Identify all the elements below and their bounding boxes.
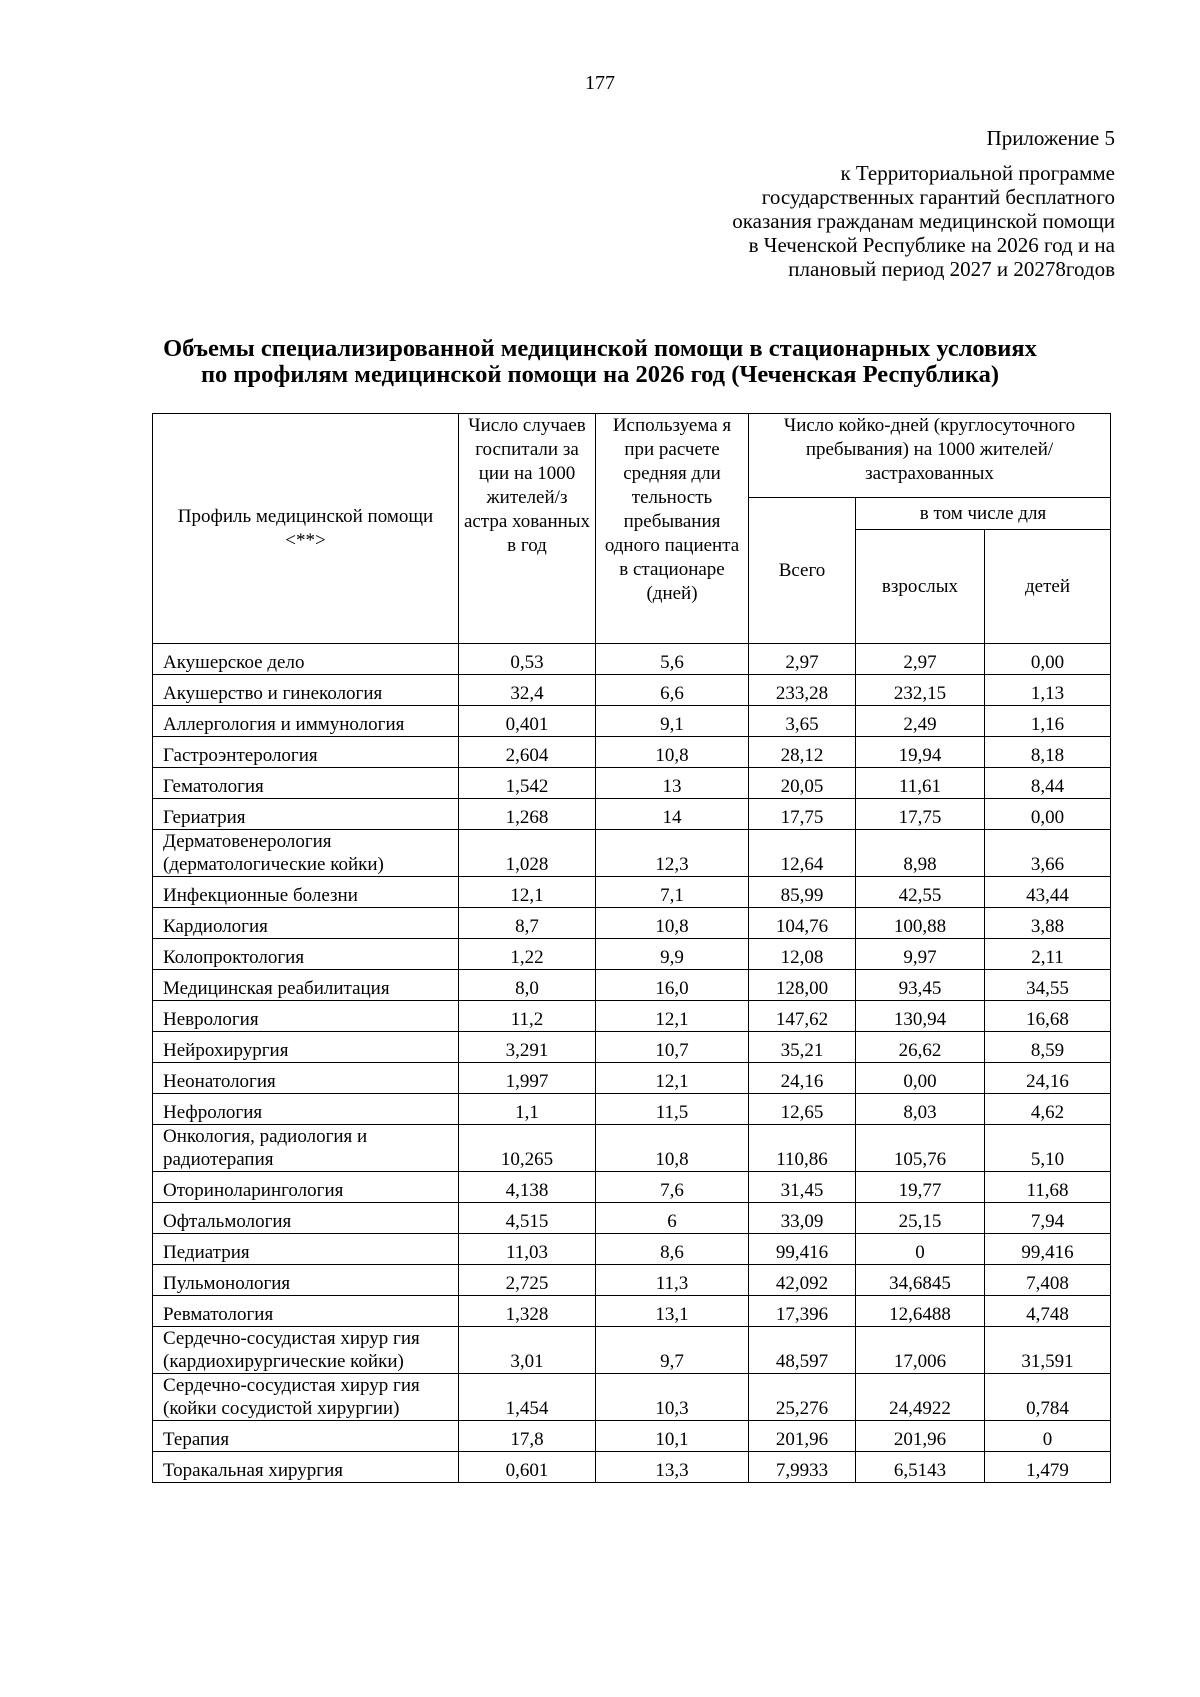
cell-avg-stay: 6 — [596, 1203, 749, 1234]
cell-adults: 24,4922 — [856, 1374, 985, 1421]
cell-cases: 2,604 — [459, 737, 596, 768]
cell-adults: 130,94 — [856, 1001, 985, 1032]
cell-avg-stay: 9,1 — [596, 706, 749, 737]
table-body — [153, 644, 1111, 1483]
cell-children: 0,00 — [985, 644, 1111, 675]
appendix-label: Приложение 5 — [986, 126, 1115, 150]
cell-children: 34,55 — [985, 970, 1111, 1001]
cell-total: 24,16 — [749, 1063, 856, 1094]
cell-profile: Аллергология и иммунология — [153, 706, 459, 737]
cell-profile: Неврология — [153, 1001, 459, 1032]
cell-total: 201,96 — [749, 1421, 856, 1452]
cell-avg-stay: 11,3 — [596, 1265, 749, 1296]
cell-avg-stay: 9,9 — [596, 939, 749, 970]
cell-total: 85,99 — [749, 877, 856, 908]
cell-children: 1,16 — [985, 706, 1111, 737]
cell-avg-stay: 12,1 — [596, 1001, 749, 1032]
cell-total: 128,00 — [749, 970, 856, 1001]
header-profile: Профиль медицинской помощи <**> — [153, 414, 459, 644]
cell-adults: 17,75 — [856, 799, 985, 830]
cell-children: 3,66 — [985, 830, 1111, 877]
table-row — [153, 1001, 1111, 1032]
table-row — [153, 1234, 1111, 1265]
cell-cases: 0,53 — [459, 644, 596, 675]
cell-cases: 0,401 — [459, 706, 596, 737]
table-row — [153, 908, 1111, 939]
cell-profile: Нефрология — [153, 1094, 459, 1125]
appendix-caption-line: в Чеченской Республике на 2026 год и на — [748, 233, 1115, 257]
cell-total: 28,12 — [749, 737, 856, 768]
cell-avg-stay: 10,8 — [596, 1125, 749, 1172]
cell-avg-stay: 14 — [596, 799, 749, 830]
cell-adults: 26,62 — [856, 1032, 985, 1063]
table-row — [153, 706, 1111, 737]
cell-adults: 17,006 — [856, 1327, 985, 1374]
table-row — [153, 675, 1111, 706]
cell-avg-stay: 11,5 — [596, 1094, 749, 1125]
cell-cases: 1,028 — [459, 830, 596, 877]
cell-adults: 34,6845 — [856, 1265, 985, 1296]
cell-avg-stay: 13,1 — [596, 1296, 749, 1327]
table-row — [153, 1203, 1111, 1234]
cell-avg-stay: 8,6 — [596, 1234, 749, 1265]
cell-total: 147,62 — [749, 1001, 856, 1032]
cell-children: 1,13 — [985, 675, 1111, 706]
cell-cases: 11,2 — [459, 1001, 596, 1032]
cell-avg-stay: 6,6 — [596, 675, 749, 706]
cell-profile: Гастроэнтерология — [153, 737, 459, 768]
cell-adults: 93,45 — [856, 970, 985, 1001]
title-line: по профилям медицинской помощи на 2026 год (Чеченская Республика) — [200, 361, 1000, 388]
cell-total: 25,276 — [749, 1374, 856, 1421]
table-row — [153, 1452, 1111, 1483]
cell-profile: Колопроктология — [153, 939, 459, 970]
cell-avg-stay: 13 — [596, 768, 749, 799]
cell-cases: 1,1 — [459, 1094, 596, 1125]
cell-total: 12,65 — [749, 1094, 856, 1125]
cell-cases: 17,8 — [459, 1421, 596, 1452]
table-row — [153, 1172, 1111, 1203]
cell-cases: 1,268 — [459, 799, 596, 830]
cell-profile: Кардиология — [153, 908, 459, 939]
cell-avg-stay: 7,6 — [596, 1172, 749, 1203]
cell-profile: Сердечно-сосудистая хирур гия (койки сосудистой хирургии) — [153, 1374, 459, 1421]
cell-profile: Терапия — [153, 1421, 459, 1452]
cell-total: 17,75 — [749, 799, 856, 830]
cell-cases: 8,0 — [459, 970, 596, 1001]
cell-cases: 3,291 — [459, 1032, 596, 1063]
table-row — [153, 644, 1111, 675]
cell-profile: Инфекционные болезни — [153, 877, 459, 908]
table-row — [153, 939, 1111, 970]
table-row — [153, 768, 1111, 799]
cell-cases: 8,7 — [459, 908, 596, 939]
cell-adults: 9,97 — [856, 939, 985, 970]
cell-children: 16,68 — [985, 1001, 1111, 1032]
cell-adults: 8,98 — [856, 830, 985, 877]
header-bed-days: Число койко-дней (круглосуточного пребывания) на 1000 жителей/застрахованных — [749, 414, 1111, 498]
volumes-table — [152, 413, 1111, 1483]
cell-total: 3,65 — [749, 706, 856, 737]
cell-adults: 0 — [856, 1234, 985, 1265]
cell-children: 1,479 — [985, 1452, 1111, 1483]
page-number: 177 — [585, 72, 615, 94]
cell-total: 17,396 — [749, 1296, 856, 1327]
appendix-caption-line: плановый период 2027 и 20278годов — [788, 257, 1115, 281]
document-title — [60, 336, 1140, 388]
cell-children: 8,18 — [985, 737, 1111, 768]
cell-profile: Медицинская реабилитация — [153, 970, 459, 1001]
cell-profile: Сердечно-сосудистая хирур гия (кардиохирургические койки) — [153, 1327, 459, 1374]
table-row — [153, 799, 1111, 830]
cell-adults: 100,88 — [856, 908, 985, 939]
cell-cases: 0,601 — [459, 1452, 596, 1483]
appendix-caption — [732, 161, 1115, 281]
cell-children: 99,416 — [985, 1234, 1111, 1265]
cell-children: 5,10 — [985, 1125, 1111, 1172]
cell-total: 48,597 — [749, 1327, 856, 1374]
table-row — [153, 1032, 1111, 1063]
appendix-caption-line: к Территориальной программе — [840, 161, 1115, 185]
appendix-caption-line: оказания гражданам медицинской помощи — [732, 209, 1115, 233]
cell-profile: Акушерское дело — [153, 644, 459, 675]
cell-cases: 1,997 — [459, 1063, 596, 1094]
cell-total: 99,416 — [749, 1234, 856, 1265]
cell-cases: 4,515 — [459, 1203, 596, 1234]
cell-children: 7,408 — [985, 1265, 1111, 1296]
cell-adults: 232,15 — [856, 675, 985, 706]
cell-profile: Гериатрия — [153, 799, 459, 830]
cell-children: 0,00 — [985, 799, 1111, 830]
cell-total: 31,45 — [749, 1172, 856, 1203]
cell-children: 4,62 — [985, 1094, 1111, 1125]
cell-cases: 2,725 — [459, 1265, 596, 1296]
cell-children: 7,94 — [985, 1203, 1111, 1234]
table-row — [153, 1125, 1111, 1172]
cell-cases: 1,542 — [459, 768, 596, 799]
cell-profile: Оториноларингология — [153, 1172, 459, 1203]
table-row — [153, 830, 1111, 877]
cell-total: 33,09 — [749, 1203, 856, 1234]
cell-adults: 12,6488 — [856, 1296, 985, 1327]
cell-profile: Гематология — [153, 768, 459, 799]
cell-total: 2,97 — [749, 644, 856, 675]
appendix-caption-line: государственных гарантий бесплатного — [761, 185, 1115, 209]
cell-total: 7,9933 — [749, 1452, 856, 1483]
table-row — [153, 1094, 1111, 1125]
cell-total: 233,28 — [749, 675, 856, 706]
cell-total: 12,64 — [749, 830, 856, 877]
cell-avg-stay: 13,3 — [596, 1452, 749, 1483]
cell-children: 2,11 — [985, 939, 1111, 970]
cell-avg-stay: 10,8 — [596, 908, 749, 939]
cell-avg-stay: 16,0 — [596, 970, 749, 1001]
cell-profile: Торакальная хирургия — [153, 1452, 459, 1483]
cell-profile: Дерматовенерология (дерматологические койки) — [153, 830, 459, 877]
cell-avg-stay: 7,1 — [596, 877, 749, 908]
cell-total: 20,05 — [749, 768, 856, 799]
header-adults: взрослых — [856, 530, 985, 644]
table-row — [153, 1063, 1111, 1094]
cell-adults: 42,55 — [856, 877, 985, 908]
cell-avg-stay: 5,6 — [596, 644, 749, 675]
cell-avg-stay: 12,1 — [596, 1063, 749, 1094]
table-row — [153, 1296, 1111, 1327]
header-avg-stay: Используема я при расчете средняя дли тельность пребывания одного пациента в стационаре (дней) — [596, 414, 749, 644]
cell-cases: 10,265 — [459, 1125, 596, 1172]
title-line: Объемы специализированной медицинской помощи в стационарных условиях — [163, 335, 1037, 362]
cell-avg-stay: 9,7 — [596, 1327, 749, 1374]
cell-cases: 3,01 — [459, 1327, 596, 1374]
cell-children: 0,784 — [985, 1374, 1111, 1421]
table-row — [153, 1374, 1111, 1421]
cell-adults: 201,96 — [856, 1421, 985, 1452]
cell-adults: 0,00 — [856, 1063, 985, 1094]
cell-total: 12,08 — [749, 939, 856, 970]
cell-cases: 1,454 — [459, 1374, 596, 1421]
cell-avg-stay: 10,7 — [596, 1032, 749, 1063]
table-row — [153, 1421, 1111, 1452]
header-total: Всего — [749, 498, 856, 644]
header-children: детей — [985, 530, 1111, 644]
table-row — [153, 737, 1111, 768]
cell-adults: 6,5143 — [856, 1452, 985, 1483]
cell-total: 42,092 — [749, 1265, 856, 1296]
cell-cases: 1,328 — [459, 1296, 596, 1327]
header-cases: Число случаев госпитали за ции на 1000 жителей/з астра хованных в год — [459, 414, 596, 644]
cell-children: 3,88 — [985, 908, 1111, 939]
cell-children: 43,44 — [985, 877, 1111, 908]
table-row — [153, 1327, 1111, 1374]
cell-total: 35,21 — [749, 1032, 856, 1063]
cell-profile: Ревматология — [153, 1296, 459, 1327]
cell-profile: Онкология, радиология и радиотерапия — [153, 1125, 459, 1172]
cell-children: 4,748 — [985, 1296, 1111, 1327]
cell-children: 11,68 — [985, 1172, 1111, 1203]
cell-avg-stay: 10,3 — [596, 1374, 749, 1421]
cell-adults: 19,77 — [856, 1172, 985, 1203]
cell-profile: Педиатрия — [153, 1234, 459, 1265]
cell-children: 24,16 — [985, 1063, 1111, 1094]
table-row — [153, 970, 1111, 1001]
cell-profile: Неонатология — [153, 1063, 459, 1094]
table-row — [153, 1265, 1111, 1296]
cell-avg-stay: 10,1 — [596, 1421, 749, 1452]
cell-cases: 4,138 — [459, 1172, 596, 1203]
cell-children: 8,59 — [985, 1032, 1111, 1063]
cell-adults: 105,76 — [856, 1125, 985, 1172]
cell-total: 104,76 — [749, 908, 856, 939]
cell-avg-stay: 10,8 — [596, 737, 749, 768]
cell-children: 0 — [985, 1421, 1111, 1452]
cell-children: 8,44 — [985, 768, 1111, 799]
cell-adults: 25,15 — [856, 1203, 985, 1234]
cell-adults: 2,97 — [856, 644, 985, 675]
cell-total: 110,86 — [749, 1125, 856, 1172]
cell-cases: 11,03 — [459, 1234, 596, 1265]
cell-profile: Пульмонология — [153, 1265, 459, 1296]
table-row — [153, 877, 1111, 908]
cell-adults: 8,03 — [856, 1094, 985, 1125]
cell-avg-stay: 12,3 — [596, 830, 749, 877]
cell-cases: 12,1 — [459, 877, 596, 908]
cell-adults: 2,49 — [856, 706, 985, 737]
cell-profile: Нейрохирургия — [153, 1032, 459, 1063]
cell-profile: Офтальмология — [153, 1203, 459, 1234]
header-including: в том числе для — [856, 498, 1111, 530]
cell-cases: 32,4 — [459, 675, 596, 706]
cell-children: 31,591 — [985, 1327, 1111, 1374]
cell-cases: 1,22 — [459, 939, 596, 970]
cell-adults: 11,61 — [856, 768, 985, 799]
cell-adults: 19,94 — [856, 737, 985, 768]
cell-profile: Акушерство и гинекология — [153, 675, 459, 706]
